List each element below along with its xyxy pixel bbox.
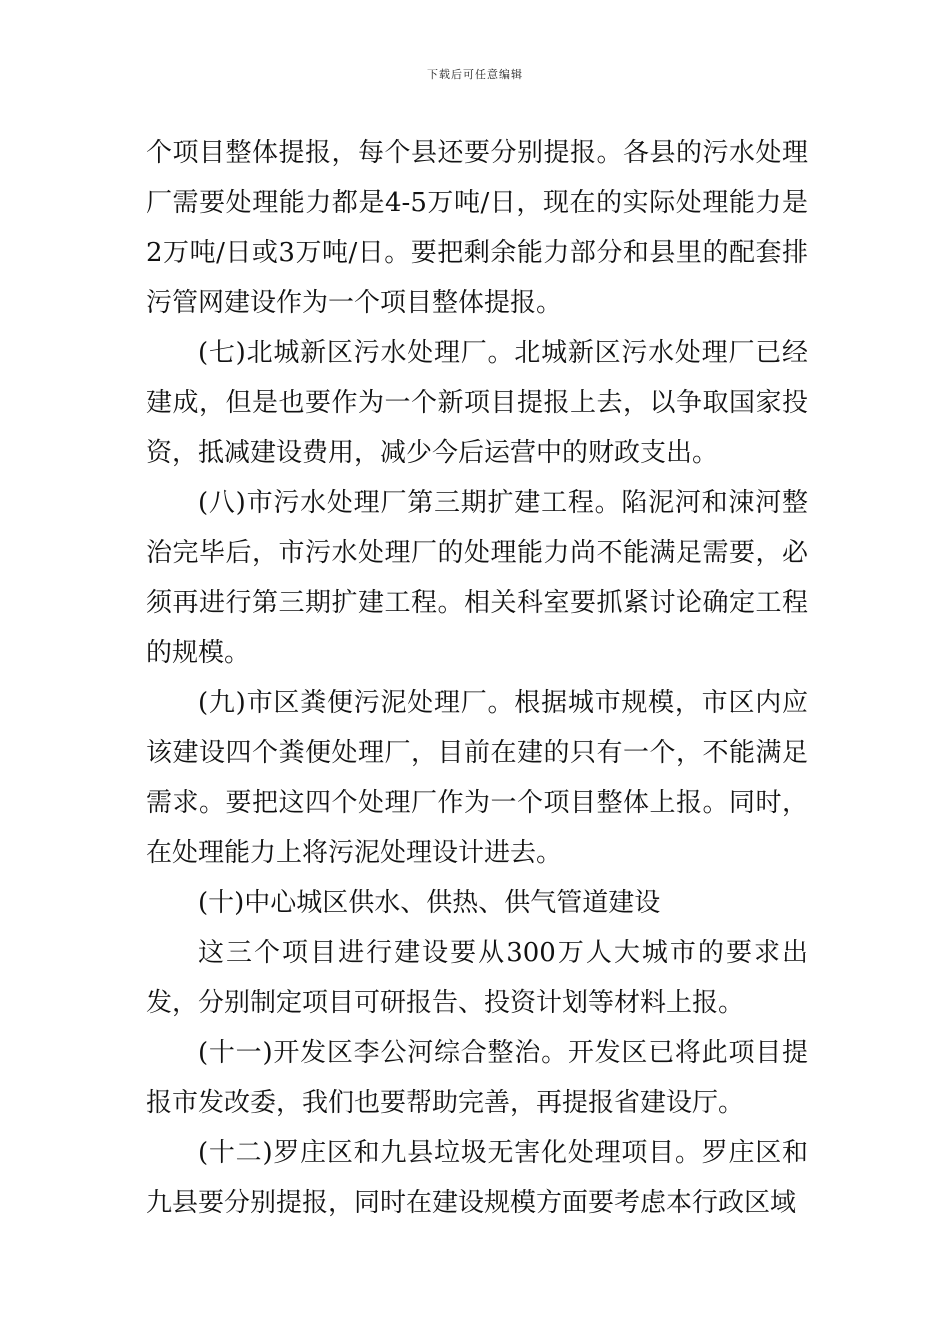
page-header: 下载后可任意编辑	[427, 68, 523, 81]
paragraph-item-10-body: 这三个项目进行建设要从300万人大城市的要求出发，分别制定项目可研报告、投资计划等材料上报。	[146, 938, 808, 1018]
paragraph-item-12: (十二)罗庄区和九县垃圾无害化处理项目。罗庄区和九县要分别提报，同时在建设规模方面要考虑本行政区域	[146, 1138, 808, 1218]
paragraph-item-11: (十一)开发区李公河综合整治。开发区已将此项目提报市发改委，我们也要帮助完善，再提报省建设厅。	[146, 1038, 808, 1118]
paragraph-item-8: (八)市污水处理厂第三期扩建工程。陷泥河和涑河整治完毕后，市污水处理厂的处理能力尚不能满足需要，必须再进行第三期扩建工程。相关科室要抓紧讨论确定工程的规模。	[146, 488, 808, 668]
paragraph-item-7: (七)北城新区污水处理厂。北城新区污水处理厂已经建成，但是也要作为一个新项目提报上去，以争取国家投资，抵减建设费用，减少今后运营中的财政支出。	[146, 338, 808, 468]
document-body	[146, 128, 808, 1228]
paragraph-item-10-heading: (十)中心城区供水、供热、供气管道建设	[198, 888, 661, 918]
paragraph-item-9: (九)市区粪便污泥处理厂。根据城市规模，市区内应该建设四个粪便处理厂，目前在建的只有一个，不能满足需求。要把这四个处理厂作为一个项目整体上报。同时，在处理能力上将污泥处理设计进去。	[146, 688, 808, 868]
paragraph-county-sewage-continued: 个项目整体提报，每个县还要分别提报。各县的污水处理厂需要处理能力都是4-5万吨/日，现在的实际处理能力是2万吨/日或3万吨/日。要把剩余能力部分和县里的配套排污管网建设作为一个项目整体提报。	[146, 138, 808, 318]
